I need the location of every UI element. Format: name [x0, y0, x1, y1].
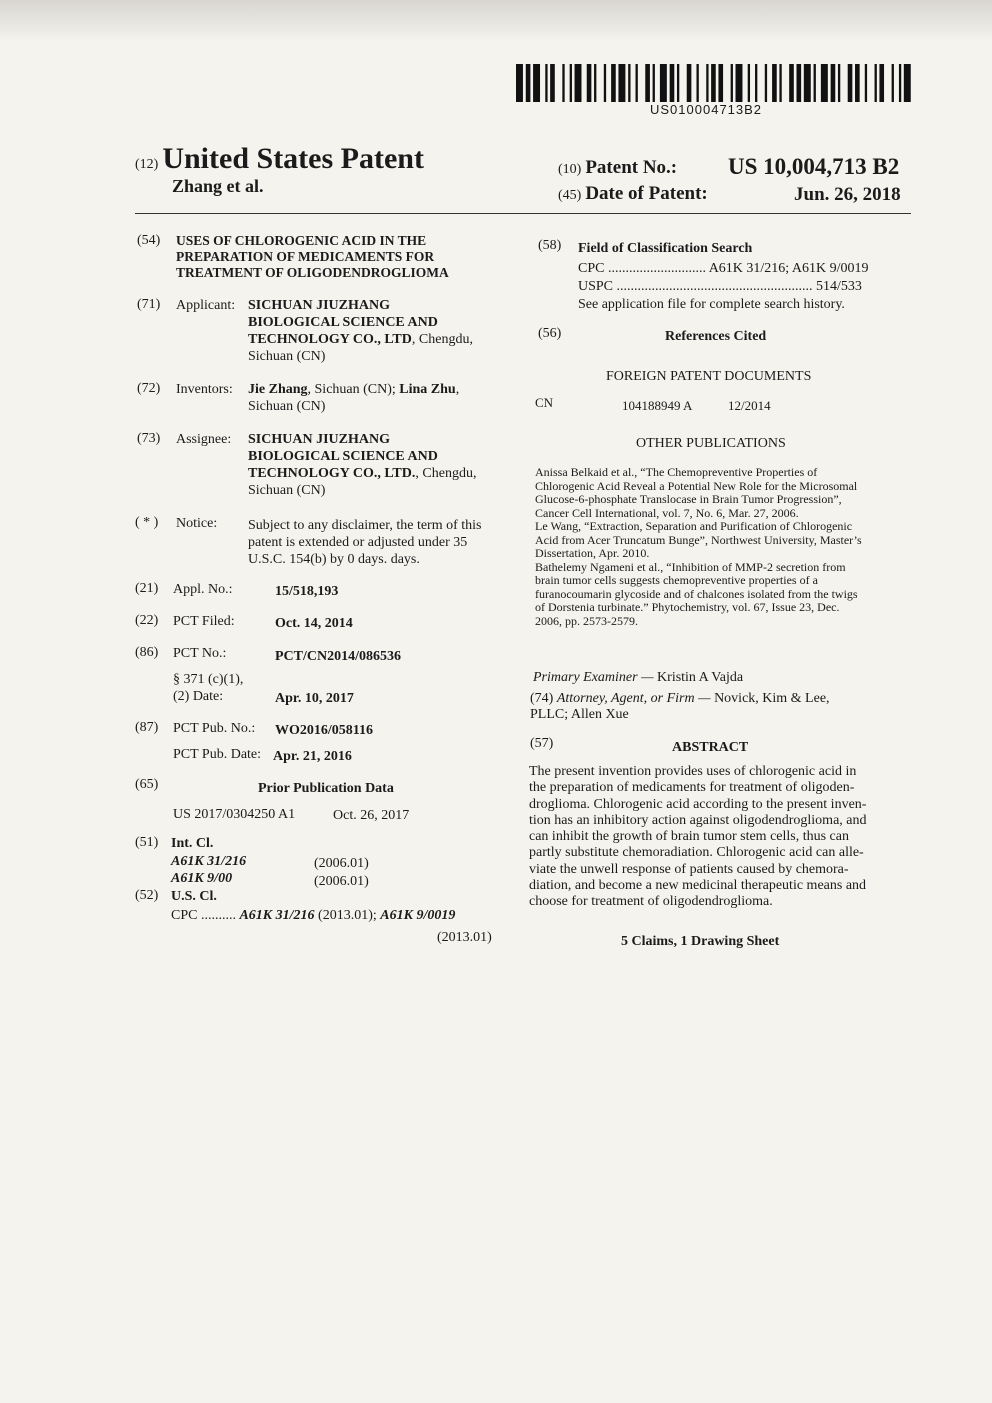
- pct-pub-number-label: PCT Pub. No.:: [173, 721, 256, 736]
- publication-line: Bathelemy Ngameni et al., “Inhibition of MMP-2 secretion from: [535, 559, 846, 574]
- publication-line: Le Wang, “Extraction, Separation and Purification of Chlorogenic: [535, 519, 853, 533]
- barcode-bar: [550, 64, 555, 102]
- barcode-bar: [904, 64, 911, 102]
- publication-line: furanocoumarin glycoside and of chalcones isolated from the twigs: [535, 586, 858, 601]
- barcode-bar: [804, 64, 811, 102]
- inid-code: (54): [137, 233, 161, 248]
- patent-date: Jun. 26, 2018: [794, 184, 901, 205]
- int-cl-version: (2006.01): [314, 874, 369, 889]
- assignee-label: Assignee:: [176, 432, 232, 447]
- claims-summary: 5 Claims, 1 Drawing Sheet: [621, 934, 780, 949]
- barcode-bar: [899, 64, 901, 102]
- inid-code: (21): [135, 581, 159, 596]
- barcode-bar: [587, 64, 592, 102]
- barcode-bar: [848, 64, 853, 102]
- foreign-patent-date: 12/2014: [728, 398, 771, 413]
- references-cited-heading: References Cited: [665, 329, 767, 344]
- barcode-bar: [594, 64, 596, 102]
- attorney: (74) Attorney, Agent, or Firm — Novick, Kim & Lee,: [530, 691, 830, 706]
- inid-code: (45): [558, 188, 582, 203]
- barcode-bar: [879, 64, 884, 102]
- attorney-continued: PLLC; Allen Xue: [530, 707, 629, 722]
- barcode-bar: [570, 64, 572, 102]
- publication-line: Cancer Cell International, vol. 7, No. 6, Mar. 27, 2006.: [535, 505, 799, 520]
- first-inventor: Zhang et al.: [172, 176, 264, 196]
- inid-code: (58): [538, 238, 562, 253]
- header-divider: [135, 213, 911, 214]
- barcode-bar: [575, 64, 582, 102]
- barcode-bar: [865, 64, 867, 102]
- inid-code: (56): [538, 326, 562, 341]
- foreign-patent-number: 104188949 A: [622, 398, 693, 413]
- primary-examiner: Primary Examiner — Kristin A Vajda: [533, 670, 744, 685]
- abstract-heading: ABSTRACT: [672, 740, 749, 755]
- publication-line: Anissa Belkaid et al., “The Chemopreventive Properties of: [535, 465, 818, 479]
- inid-code: (72): [137, 381, 161, 396]
- notice-text: Subject to any disclaimer, the term of this patent is extended or adjusted under 35 U.S.C. 154(b) by 0 days. days.: [248, 518, 482, 567]
- foreign-patent-country: CN: [535, 395, 554, 410]
- publication-line: Dissertation, Apr. 2010.: [535, 546, 650, 560]
- int-cl-class: A61K 31/216: [171, 854, 247, 869]
- barcode-bar: [533, 64, 540, 102]
- inid-code: (10): [558, 162, 582, 177]
- inid-code: (22): [135, 613, 159, 628]
- inid-code: (51): [135, 835, 159, 850]
- publication-line: 2006, pp. 2573-2579.: [535, 613, 638, 628]
- barcode-bar: [711, 64, 716, 102]
- notice-label: Notice:: [176, 516, 218, 531]
- page-edge-shadow: [0, 0, 992, 42]
- barcode-bar: [831, 64, 836, 102]
- inid-code: (86): [135, 645, 159, 660]
- patent-type-heading: [135, 142, 424, 176]
- barcode-bar: [838, 64, 840, 102]
- foreign-patents-heading: FOREIGN PATENT DOCUMENTS: [606, 369, 812, 384]
- inid-code: (57): [530, 736, 554, 751]
- pct-filed-date: Oct. 14, 2014: [275, 616, 353, 631]
- barcode-bar: [670, 64, 675, 102]
- inid-code: (87): [135, 720, 159, 735]
- barcode-bar: [526, 64, 531, 102]
- publication-line: Chlorogenic Acid Reveal a Potential New Role for the Microsomal: [535, 478, 858, 493]
- barcode-number: US010004713B2: [650, 102, 763, 117]
- barcode-bar: [611, 64, 616, 102]
- prior-publication-date: Oct. 26, 2017: [333, 808, 410, 823]
- barcode-bar: [779, 64, 781, 102]
- inid-code: (71): [137, 297, 161, 312]
- barcode-bar: [687, 64, 692, 102]
- classification-search-cpc: CPC ............................ A61K 31/216; A61K 9/0019: [578, 261, 869, 276]
- barcode-bar: [628, 64, 630, 102]
- page-title: United States Patent: [162, 142, 424, 175]
- pct-number: PCT/CN2014/086536: [275, 649, 401, 664]
- inid-code: (52): [135, 888, 159, 903]
- patent-date-label: (45) Date of Patent:: [558, 183, 708, 204]
- us-cl-heading: U.S. Cl.: [171, 889, 217, 904]
- publication-line: of Dorstenia turbinate.” Phytochemistry, vol. 67, Issue 23, Dec.: [535, 600, 840, 614]
- barcode-bar: [855, 64, 860, 102]
- application-number-label: Appl. No.:: [173, 582, 233, 597]
- us-cl-cpc-version: (2013.01): [437, 930, 492, 945]
- barcode-bar: [604, 64, 606, 102]
- pct-pub-date-label: PCT Pub. Date:: [173, 747, 262, 762]
- barcode-bar: [718, 64, 723, 102]
- inid-code: (12): [135, 157, 159, 172]
- us-cl-cpc: CPC .......... A61K 31/216 (2013.01); A61K 9/0019: [171, 908, 456, 923]
- pct-number-label: PCT No.:: [173, 646, 227, 661]
- applicant: SICHUAN JIUZHANG BIOLOGICAL SCIENCE AND TECHNOLOGY CO., LTD, Chengdu, Sichuan (CN): [248, 298, 473, 364]
- barcode-bar: [796, 64, 801, 102]
- abstract-text: The present invention provides uses of chlorogenic acid in the preparation of medicaments for treatment of oligoden- droglioma. Chlorogenic acid according to the present inven- tion has an inhibitory action against oligodendroglioma, and can inhibit the growth of brain tumor stem cells, thus can partly substitute chemoradiation. Chlorogenic acid can alle- viate the unwell response of patients caused by chemora- diation, and become a new medicinal therapeutic means and choose for treatment of oligodendroglioma.: [529, 764, 867, 910]
- invention-title: USES OF CHLOROGENIC ACID IN THE PREPARATION OF MEDICAMENTS FOR TREATMENT OF OLIGODENDROGLIOMA: [176, 233, 449, 280]
- barcode: [516, 64, 916, 102]
- barcode-bar: [545, 64, 547, 102]
- barcode-bar: [562, 64, 564, 102]
- section-371-label: § 371 (c)(1), (2) Date:: [173, 672, 244, 704]
- barcode-bar: [748, 64, 750, 102]
- classification-search-uspc: USPC ........................................................ 514/533: [578, 279, 862, 294]
- pct-filed-label: PCT Filed:: [173, 614, 235, 629]
- barcode-bar: [660, 64, 667, 102]
- barcode-bar: [516, 64, 523, 102]
- barcode-bar: [892, 64, 894, 102]
- barcode-bar: [706, 64, 708, 102]
- barcode-bar: [765, 64, 767, 102]
- pct-pub-number: WO2016/058116: [275, 723, 374, 738]
- barcode-bar: [736, 64, 743, 102]
- classification-search-note: See application file for complete search history.: [578, 297, 845, 312]
- barcode-bar: [696, 64, 698, 102]
- barcode-bar: [653, 64, 655, 102]
- publication-line: Glucose-6-phosphate Translocase in Brain Tumor Progression”,: [535, 492, 842, 506]
- pct-pub-date: Apr. 21, 2016: [273, 749, 352, 764]
- application-number: 15/518,193: [275, 584, 339, 599]
- barcode-bar: [814, 64, 816, 102]
- publication-line: brain tumor cells suggests chemopreventive properties of a: [535, 573, 818, 587]
- inid-code: (73): [137, 431, 161, 446]
- int-cl-heading: Int. Cl.: [171, 836, 214, 851]
- inid-code: ( * ): [135, 515, 159, 530]
- other-publications-heading: OTHER PUBLICATIONS: [636, 436, 786, 451]
- barcode-bar: [677, 64, 679, 102]
- barcode-bar: [772, 64, 777, 102]
- barcode-bar: [755, 64, 757, 102]
- inventors: Jie Zhang, Sichuan (CN); Lina Zhu, Sichuan (CN): [248, 382, 460, 414]
- classification-search-heading: Field of Classification Search: [578, 241, 753, 256]
- barcode-bar: [731, 64, 733, 102]
- barcode-bar: [875, 64, 877, 102]
- barcode-bar: [821, 64, 828, 102]
- section-371-date: Apr. 10, 2017: [275, 691, 354, 706]
- other-publications-list: [535, 466, 907, 628]
- patent-number-label: (10) Patent No.:: [558, 157, 678, 178]
- assignee: SICHUAN JIUZHANG BIOLOGICAL SCIENCE AND TECHNOLOGY CO., LTD., Chengdu, Sichuan (CN): [248, 432, 477, 498]
- barcode-bar: [636, 64, 638, 102]
- publication-line: Acid from Acer Truncatum Bunge”, Northwest University, Master’s: [535, 532, 862, 547]
- applicant-label: Applicant:: [176, 298, 236, 313]
- barcode-bar: [789, 64, 794, 102]
- patent-number: US 10,004,713 B2: [728, 154, 900, 179]
- prior-publication-heading: Prior Publication Data: [258, 781, 394, 796]
- int-cl-version: (2006.01): [314, 856, 369, 871]
- barcode-bar: [645, 64, 650, 102]
- barcode-bar: [618, 64, 625, 102]
- int-cl-class: A61K 9/00: [171, 871, 233, 886]
- inid-code: (65): [135, 777, 159, 792]
- prior-publication-number: US 2017/0304250 A1: [173, 807, 296, 822]
- inventors-label: Inventors:: [176, 382, 233, 397]
